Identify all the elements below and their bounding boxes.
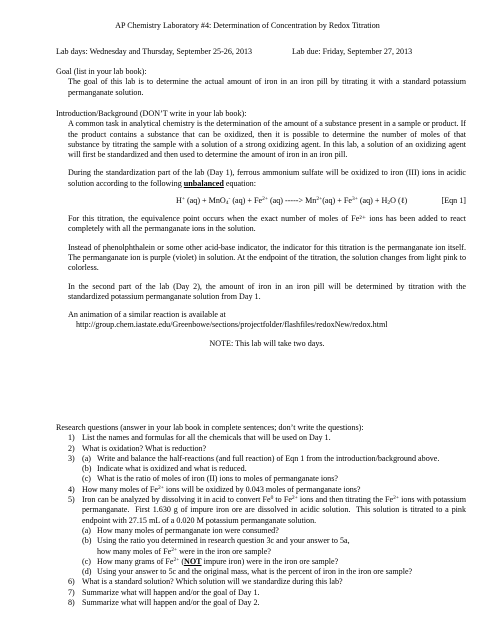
- research-section: [56, 423, 466, 608]
- animation-note: An animation of a similar reaction is available at: [68, 310, 226, 320]
- research-question-3b: (b) Indicate what is oxidized and what is reduced.: [82, 464, 247, 474]
- two-days-note: NOTE: This lab will take two days.: [209, 338, 325, 348]
- intro-section: [56, 109, 466, 349]
- intro-paragraph-4: Instead of phenolphthalein or some other acid-base indicator, the indicator for this titration is the permanganate ion itself. The permanganate ion is purple (violet) in solution. At the endpoint of the titration, the solution changes from light pink to colorless.: [68, 242, 466, 273]
- equation-text: H+ (aq) + MnO$_4$- $(aq) + Fe^{2+}$ (aq) -----> $Mn^{2+}(aq) + Fe^{3+}$ $(aq) + H_2O$ (ℓ): [176, 196, 408, 207]
- equation-tag: [Eqn 1]: [441, 196, 466, 206]
- document-title: AP Chemistry Laboratory #4: Determination of Concentration by Redox Titration: [115, 21, 380, 30]
- research-heading: Research questions (answer in your lab book in complete sentences; don’t write the questions):: [56, 423, 364, 432]
- research-question-5b: (b) Using the ratio you determined in research question 3c and your answer to 5a, how many moles of $Fe^{2+}$ were in the iron ore sample?: [82, 536, 350, 556]
- research-question-5-text: Iron can be analyzed by dissolving it in acid to convert Fe$^0$ to $Fe^{2+}$ ions and then titrating the $Fe^{2+}$ ions with potassium permanganate. First 1.630 g of impure iron ore are dissolved in acidic solution. This solution is titrated to a pink endpoint with 27.15 mL of a 0.020 M potassium permanganate solution.: [82, 495, 467, 525]
- lab-due-date: Lab due: Friday, September 27, 2013: [292, 47, 413, 56]
- research-question-3a: (a) Write and balance the half-reactions (and full reaction) of Eqn 1 from the introduction/background above.: [82, 453, 440, 463]
- research-question-3c: (c) What is the ratio of moles of iron (II) ions to moles of permanganate ions?: [82, 474, 338, 484]
- research-question-8: 8) Summarize what will happen and/or the goal of Day 2.: [68, 598, 260, 608]
- unbalanced-emphasis: unbalanced: [183, 178, 224, 188]
- equation-1: [176, 196, 466, 207]
- intro-paragraph-2: [68, 168, 466, 189]
- research-question-2: 2) What is oxidation? What is reduction?: [68, 443, 207, 453]
- research-question-5c: (c) How many grams of $Fe^{2+}$ (NOT impure iron) were in the iron ore sample?: [82, 556, 339, 566]
- lab-days: Lab days: Wednesday and Thursday, September 25-26, 2013: [56, 47, 253, 56]
- research-question-1: 1) List the names and formulas for all the chemicals that will be used on Day 1.: [68, 433, 331, 443]
- research-question-3: 3) (a) Write and balance the half-reactions (and full reaction) of Eqn 1 from the introduction/background above. (b) Indicate what is oxidized and what is reduced. (c) What is the ratio of moles of iron (II) ions to moles of permanganate ions?: [56, 454, 466, 485]
- research-question-5: 5) Iron can be analyzed by dissolving it in acid to convert Fe$^0$ to $Fe^{2+}$ ions and then titrating the $Fe^{2+}$ ions with potassium permanganate. First 1.630 g of impure iron ore are dissolved in acidic solution. This solution is titrated to a pink endpoint with 27.15 mL of a 0.020 M potassium permanganate solution. (a) How many moles of permanganate ion were consumed? (b) Using the ratio you determined in research question 3c and your answer to 5a, how many moles of $Fe^{2+}$ were in the iron ore sample? (c) How many grams of $Fe^{2+}$ (NOT impure iron) were in the iron ore sample? (d) Using your answer to 5c and the original mass, what is the percent of iron in the iron ore sample?: [68, 495, 467, 577]
- research-question-6: 6) What is a standard solution? Which solution will we standardize during this lab?: [68, 577, 343, 587]
- research-question-5d: (d) Using your answer to 5c and the original mass, what is the percent of iron in the iron ore sample?: [82, 567, 413, 577]
- goal-heading: Goal (list in your lab book):: [56, 67, 147, 76]
- goal-text: The goal of this lab is to determine the actual amount of iron in an iron pill by titrating it with a standard potassium permanganate solution.: [68, 77, 466, 97]
- intro-paragraph-3: For this titration, the equivalence point occurs when the exact number of moles of Fe²⁺ ions has been added to react completely with all the permanganate ions in the solution.: [68, 214, 466, 234]
- lab-dates-line: [56, 47, 466, 57]
- intro-paragraph-1: A common task in analytical chemistry is the determination of the amount of a substance present in a sample or product. If the product contains a substance that can be oxidized, then it is possible to determine the number of moles of that substance by titrating the sample with a solution of a strong oxidizing agent. In this lab, a solution of an oxidizing agent will first be standardized and then used to determine the amount of iron in an iron pill.: [68, 119, 466, 160]
- goal-section: [56, 67, 466, 98]
- intro-paragraph-2-text: During the standardization part of the lab (Day 1), ferrous ammonium sulfate will be oxidized to iron (III) ions in acidic solution according to the following: [68, 168, 466, 188]
- animation-url[interactable]: http://group.chem.iastate.edu/Greenbowe/sections/projectfolder/flashfiles/redoxNew/redox.html: [76, 320, 388, 330]
- research-question-7: 7) Summarize what will happen and/or the goal of Day 1.: [68, 587, 260, 597]
- research-question-5a: (a) How many moles of permanganate ion were consumed?: [82, 525, 279, 535]
- intro-paragraph-2-end: equation:: [225, 178, 256, 188]
- research-question-list: [56, 433, 466, 608]
- research-question-4: 4) How many moles of $Fe^{2+}$ ions will be oxidized by 0.043 moles of permanganate ions?: [68, 484, 361, 494]
- intro-paragraph-5: In the second part of the lab (Day 2), the amount of iron in an iron pill will be determined by titration with the standardized potassium permanganate solution from Day 1.: [68, 281, 466, 301]
- intro-heading: Introduction/Background (DON’T write in your lab book):: [56, 109, 247, 118]
